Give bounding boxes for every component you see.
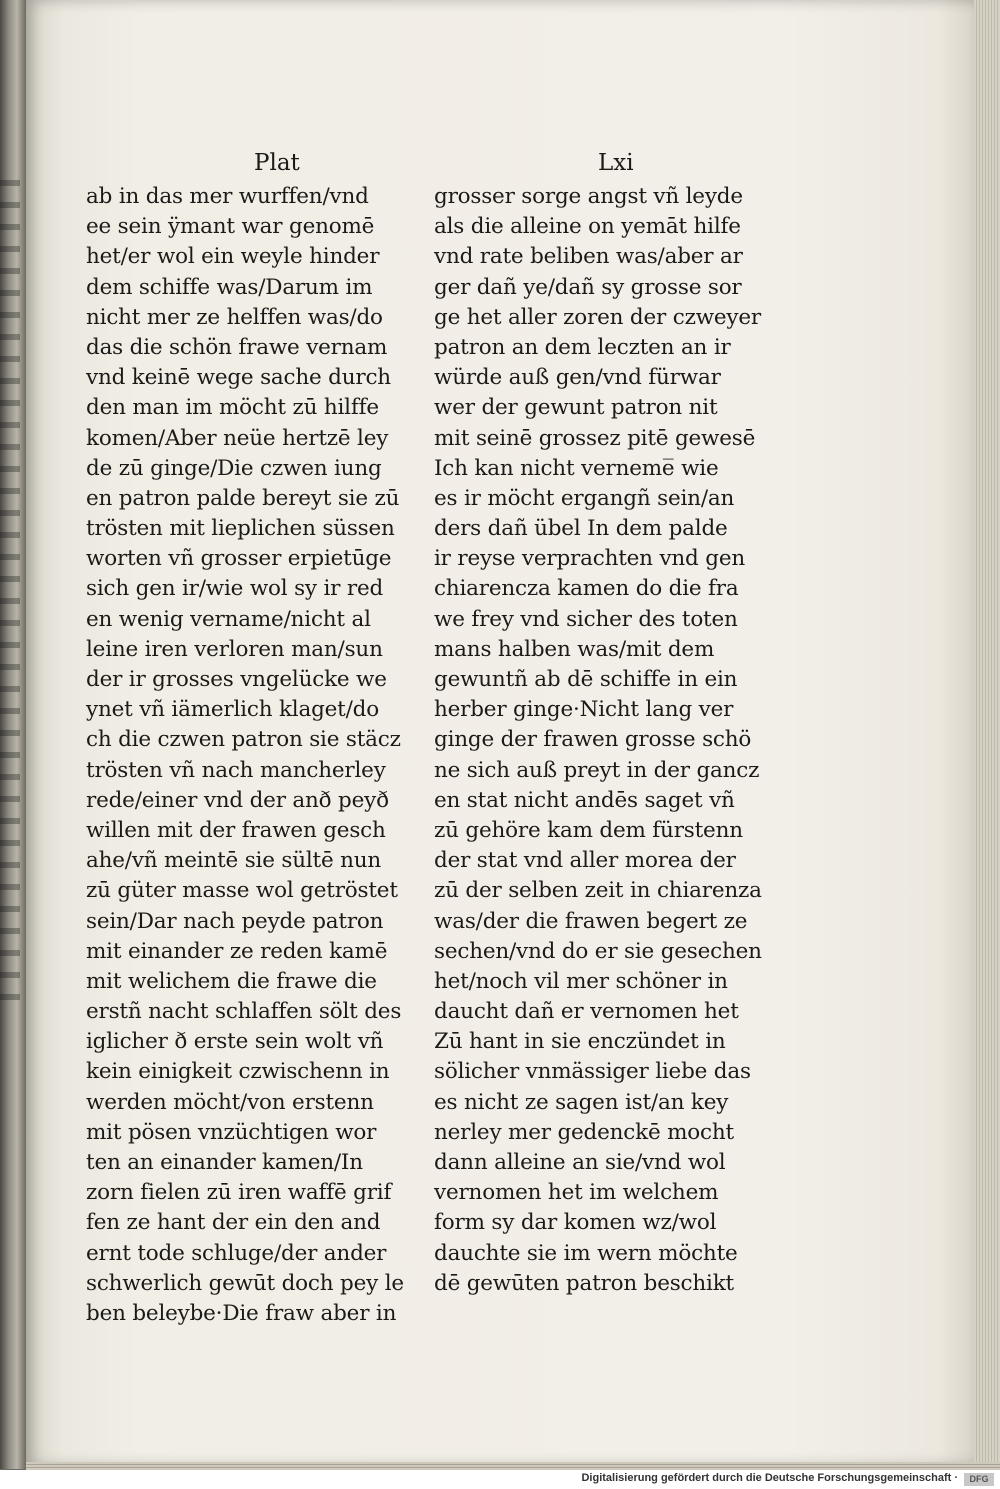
text-line: zū gehöre kam dem fürstenn [434,817,743,843]
text-line: sein/Dar nach peyde patron [86,908,384,934]
text-line: fen ze hant der ein den and [86,1210,381,1236]
text-line: Zū hant in sie enczündet in [434,1029,726,1055]
text-line: als die alleine on yemāt hilfe [434,214,741,240]
text-line: ab in das mer wurffen/vnd [86,184,369,209]
text-line: mit welichem die frawe die [86,968,377,994]
text-column-left [86,182,404,1329]
digitization-footer [0,1470,1000,1489]
text-line: ee sein ÿmant war genomē [86,214,375,240]
text-line: grosser sorge angst vñ leyde [434,184,743,209]
folio-number: Lxi [598,150,634,176]
text-line: mans halben was/mit dem [434,636,715,662]
text-line: werden möcht/von erstenn [86,1089,374,1115]
text-line: Ich kan nicht verneme̅ wie [434,455,719,481]
text-line: ginge der frawen grosse schö [434,727,752,753]
text-line: sich gen ir/wie wol sy ir red [86,576,384,602]
text-line: ger dañ ye/dañ sy grosse sor [434,274,742,300]
text-line: vernomen het im welchem [434,1180,719,1206]
text-line: schwerlich gewūt doch pey le [86,1270,404,1296]
text-line: willen mit der frawen gesch [86,817,386,843]
text-line: ten an einander kamen/In [86,1150,363,1175]
text-line: de zū ginge/Die czwen iung [86,455,382,481]
text-column-right [434,182,762,1299]
text-line: ge het aller zoren der czweyer [434,304,761,330]
text-line: en patron palde bereyt sie zū [86,485,400,511]
text-line: mit seinē grossez pitē gewesē [434,425,756,451]
text-line: es nicht ze sagen ist/an key [434,1089,729,1115]
text-line: erstñ nacht schlaffen sölt des [86,999,402,1025]
text-line: zū güter masse wol getröstet [86,878,398,904]
page-stack-edge [974,0,1000,1470]
text-line: patron an dem leczten an ir [434,334,731,360]
text-line: es ir möcht ergangñ sein/an [434,485,735,511]
text-line: dē gewūten patron beschikt [434,1270,734,1296]
text-line: rede/einer vnd der anð peyð [86,787,389,813]
text-line: we frey vnd sicher des toten [434,606,738,632]
text-line: iglicher ð erste sein wolt vñ [86,1029,384,1055]
text-line: sölicher vnmässiger liebe das [434,1059,751,1085]
text-line: ben beleybe·Die fraw aber in [86,1300,397,1326]
text-line: vnd keinē wege sache durch [86,365,391,391]
text-line: worten vñ grosser erpietūge [86,546,392,572]
left-page-text-fragment [0,180,20,1000]
text-line: het/er wol ein weyle hinder [86,244,380,270]
dfg-logo: DFG [964,1473,994,1486]
text-line: chiarencza kamen do die fra [434,576,739,602]
text-line: ir reyse verprachten vnd gen [434,546,745,572]
text-line: den man im möcht zū hilffe [86,395,379,421]
left-page-edge [0,0,28,1469]
text-line: würde auß gen/vnd fürwar [434,365,721,391]
text-line: dem schiffe was/Darum im [86,274,373,300]
page-stack-bottom-edge [26,1462,1000,1470]
text-line: das die schön frawe vernam [86,334,388,360]
text-line: ynet vñ iämerlich klaget/do [86,697,379,723]
text-line: het/noch vil mer schöner in [434,968,728,994]
running-header-left: Plat [254,150,300,176]
text-line: trösten vñ nach mancherley [86,757,386,783]
text-line: dauchte sie im wern möchte [434,1240,738,1266]
text-line: ahe/vñ meintē sie sültē nun [86,848,382,874]
text-line: kein einigkeit czwischenn in [86,1059,390,1085]
text-line: daucht dañ er vernomen het [434,999,739,1025]
text-line: der stat vnd aller morea der [434,848,736,874]
text-line: trösten mit lieplichen süssen [86,516,395,542]
text-line: ders dañ übel In dem palde [434,516,728,542]
text-line: ne sich auß preyt in der gancz [434,757,760,783]
text-line: nicht mer ze helffen was/do [86,304,383,330]
text-line: sechen/vnd do er sie gesechen [434,938,762,964]
text-line: vnd rate beliben was/aber ar [434,244,743,270]
text-line: komen/Aber neüe hertzē ley [86,425,389,451]
text-line: mit einander ze reden kamē [86,938,388,964]
text-line: zorn fielen zū iren waffē grif [86,1180,392,1206]
text-line: der ir grosses vngelücke we [86,667,387,692]
text-line: wer der gewunt patron nit [434,395,718,421]
text-line: ernt tode schluge/der ander [86,1240,387,1266]
text-line: form sy dar komen wz/wol [434,1210,717,1236]
funding-credit: Digitalisierung gefördert durch die Deutsche Forschungsgemeinschaft · [581,1472,958,1484]
text-line: was/der die frawen begert ze [434,908,748,934]
text-line: ch die czwen patron sie stäcz [86,727,401,753]
text-line: gewuntñ ab dē schiffe in ein [434,667,738,692]
text-line: en wenig vername/nicht al [86,606,371,632]
text-line: en stat nicht andēs saget vñ [434,787,735,813]
text-line: herber ginge·Nicht lang ver [434,697,734,723]
text-line: mit pösen vnzüchtigen wor [86,1119,377,1145]
text-line: nerley mer gedenckē mocht [434,1119,734,1145]
text-line: leine iren verloren man/sun [86,636,383,662]
text-line: zū der selben zeit in chiarenza [434,878,762,904]
text-line: dann alleine an sie/vnd wol [434,1150,726,1175]
